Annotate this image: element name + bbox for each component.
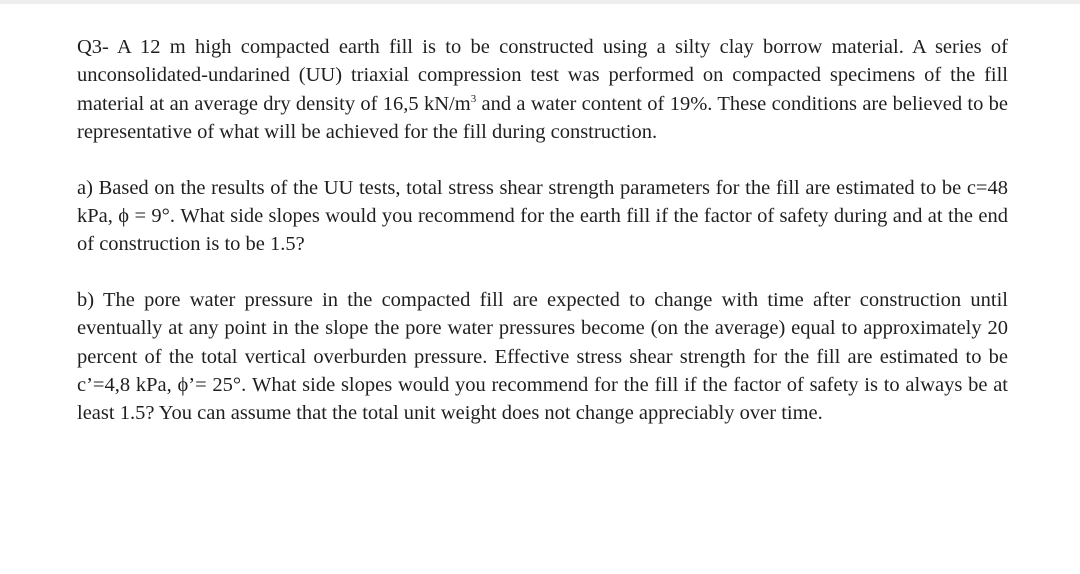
question-part-a: a) Based on the results of the UU tests, total stress shear strength parameters for the fill are estimated to be c=48 kPa, ϕ = 9°. What side slopes would you recommend for the earth fill if the factor of safety during and at the end of construction is to be 1.5? (77, 176, 1008, 256)
question-intro (77, 33, 1008, 147)
top-divider (0, 0, 1080, 4)
question-document (77, 33, 1008, 428)
paragraph-gap (77, 147, 1008, 174)
cubed-superscript: 3 (470, 92, 477, 105)
paragraph-gap (77, 259, 1008, 286)
intro-text-part1: Q3- A 12 m high compacted earth fill is to be constructed using a silty clay borrow material. A series of unconsolidated-undarined (UU) triaxial compression test was performed on compacted specimens of the fill material at an average dry density of 16,5 kN/m (77, 36, 1008, 115)
question-part-b: b) The pore water pressure in the compacted fill are expected to change with time after construction until eventually at any point in the slope the pore water pressures become (on the average) equal to approximately 20 percent of the total vertical overburden pressure. Effective stress shear strength for the fill are estimated to be c’=4,8 kPa, ϕ’= 25°. What side slopes would you recommend for the fill if the factor of safety is to always be at least 1.5? You can assume that the total unit weight does not change appreciably over time. (77, 288, 1008, 425)
intro-text-part2: and a water content of 19%. These conditions are believed to be representative of what will be achieved for the fill during construction. (77, 92, 1009, 144)
